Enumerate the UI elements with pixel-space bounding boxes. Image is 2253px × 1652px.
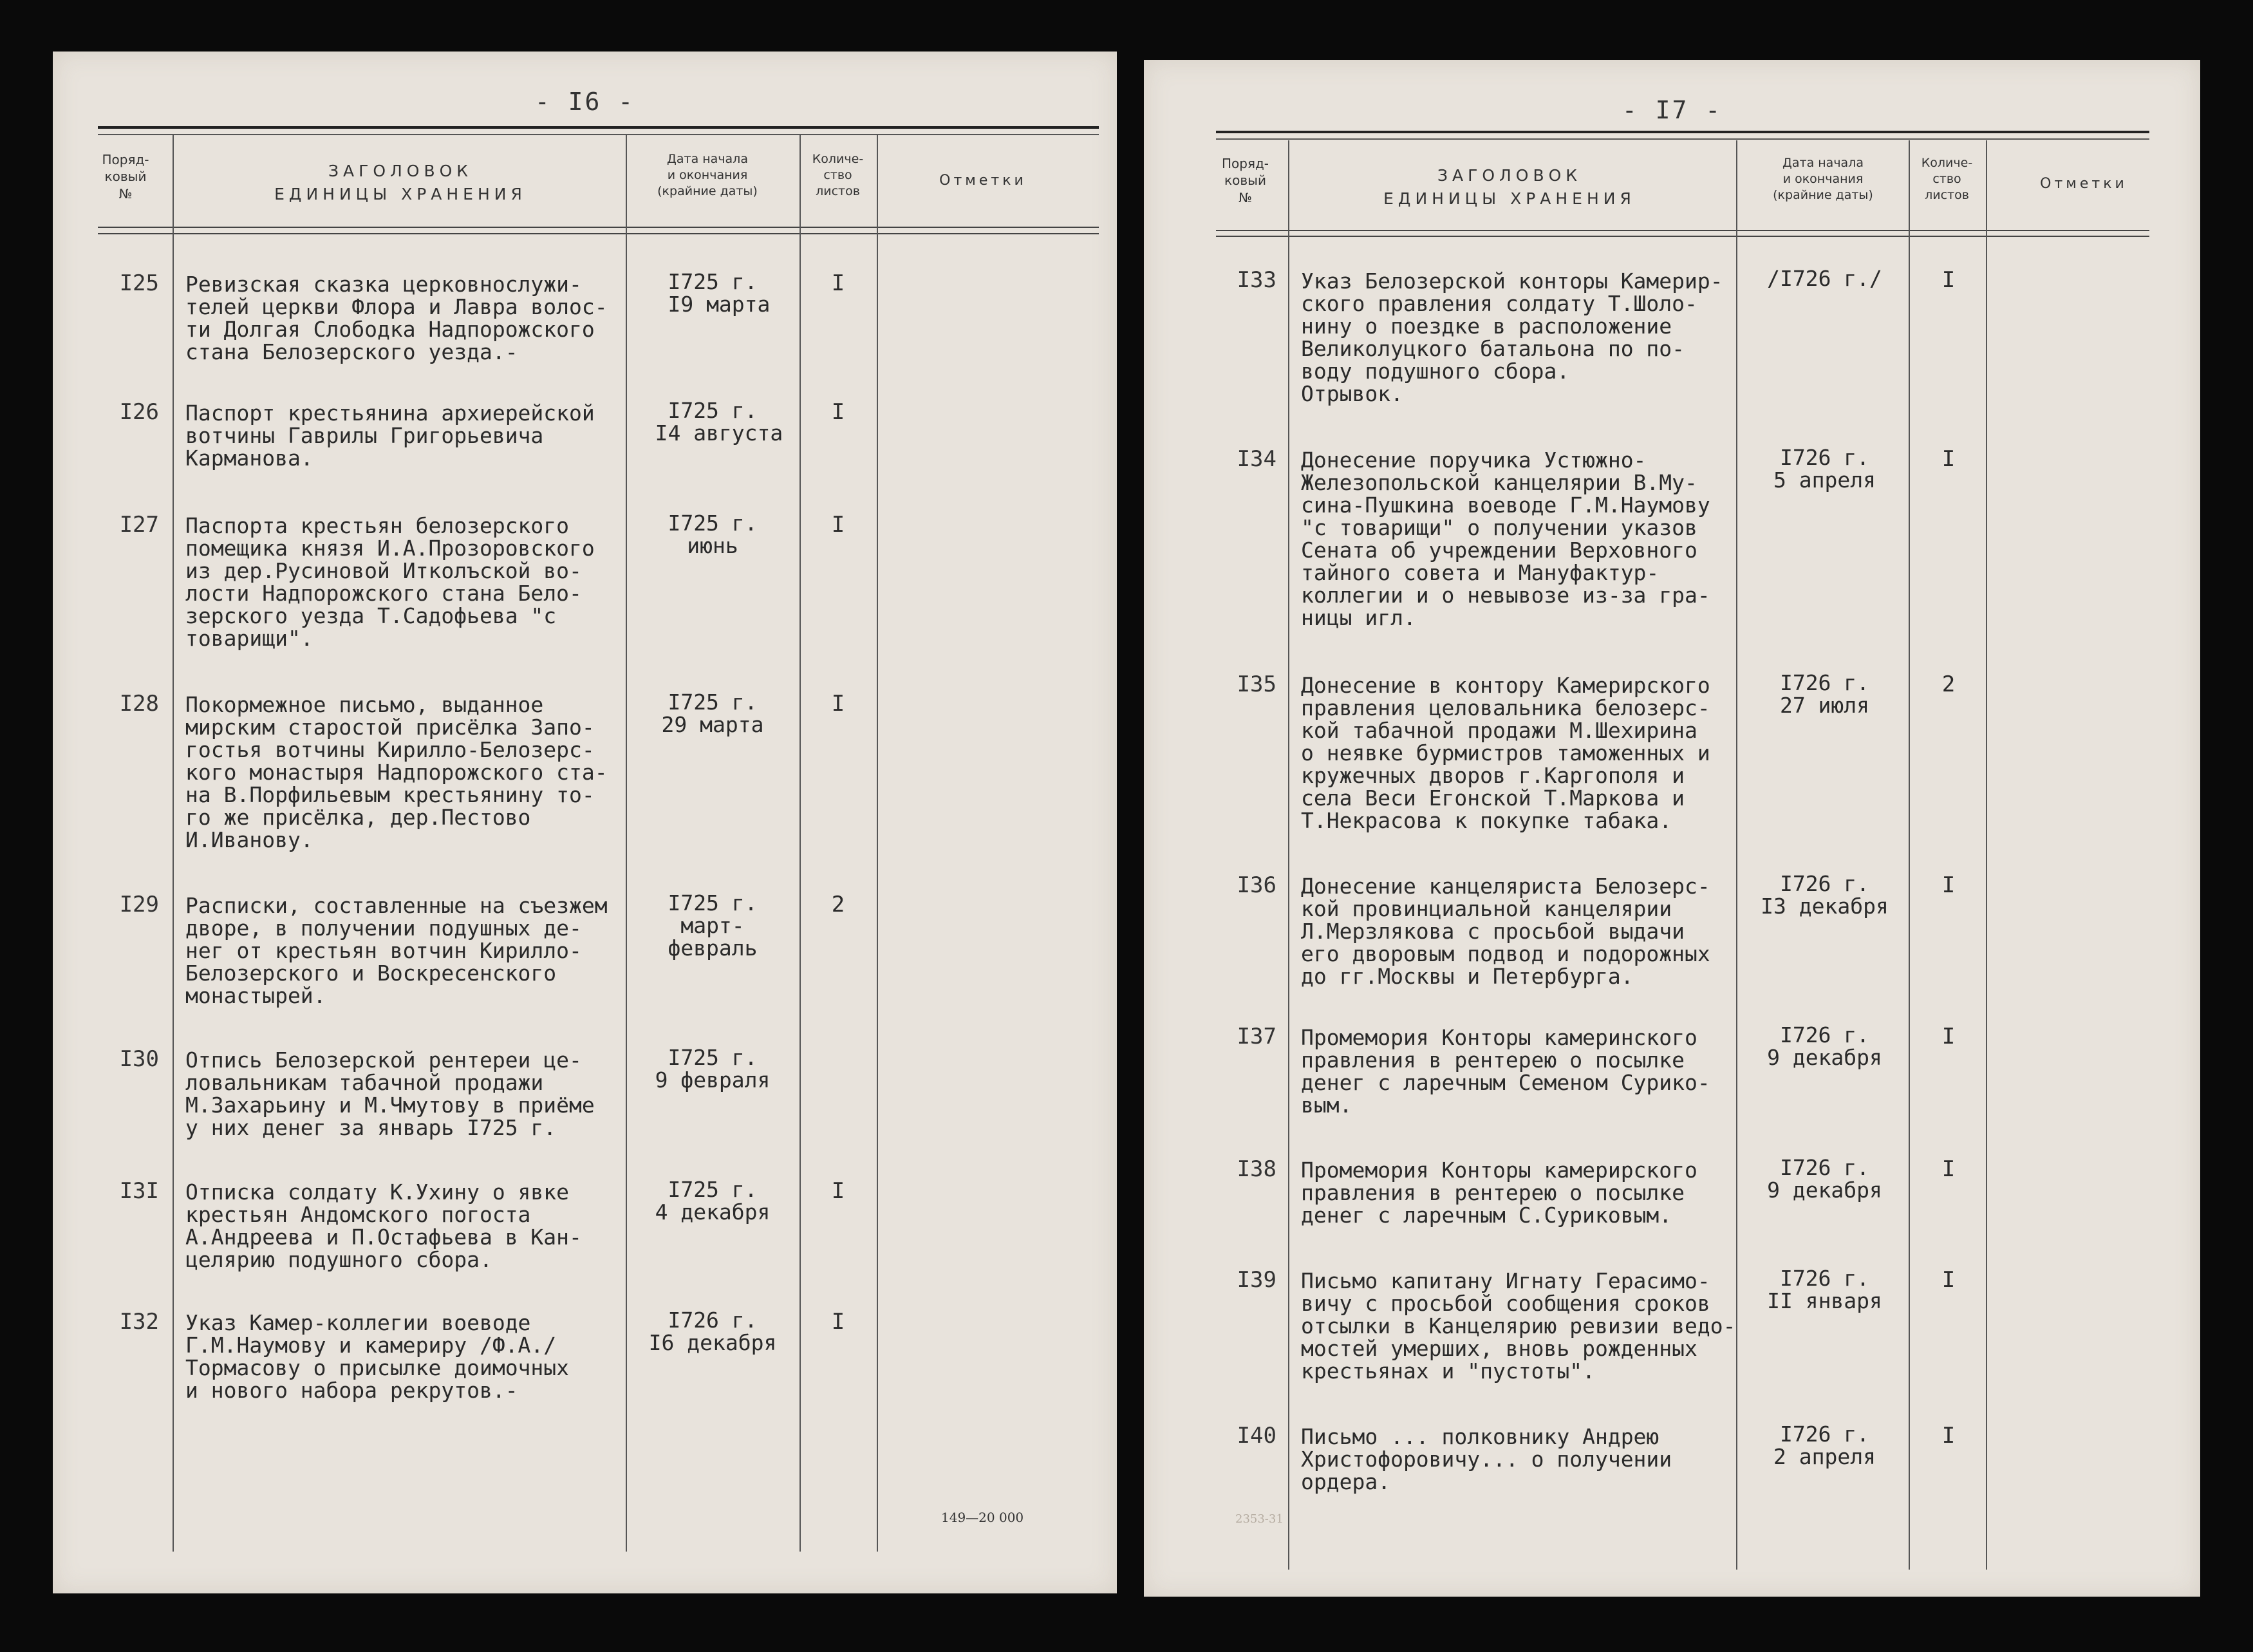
page-number-left: - I6 -	[534, 88, 635, 116]
item-title: Паспорт крестьянина архиерейской вотчины Гаврилы Григорьевича Карманова.	[185, 400, 595, 471]
header-number: Поряд- ковый №	[102, 152, 149, 202]
item-count: 2	[1941, 671, 1956, 697]
item-date: I725 г. I4 августа	[655, 398, 783, 446]
header-count: Количе- ство листов	[812, 152, 864, 199]
page-number-right: - I7 -	[1622, 96, 1723, 124]
item-count: I	[831, 512, 845, 538]
header-rule	[1216, 230, 2149, 231]
item-title: Промемория Конторы камеринского правления в рентерею о посылке денег с ларечным Семеном Сурико- вым.	[1301, 1025, 1710, 1118]
top-rule	[98, 126, 1099, 129]
item-date: I725 г. июнь	[668, 511, 758, 558]
item-title: Ревизская сказка церковнослужи- телей церкви Флора и Лавра волос- ти Долгая Слободка Надпорожского стана Белозерского уезда.-	[185, 272, 608, 364]
item-number: I30	[119, 1046, 159, 1072]
item-date: /I726 г./	[1767, 266, 1882, 291]
item-number: I26	[119, 399, 159, 425]
item-count: 2	[831, 892, 845, 917]
header-title: ЗАГОЛОВОК ЕДИНИЦЫ ХРАНЕНИЯ	[274, 162, 527, 204]
column-divider	[173, 135, 174, 1552]
faint-print-code: 2353-31	[1235, 1512, 1284, 1526]
item-number: I38	[1237, 1156, 1276, 1182]
column-divider	[877, 135, 878, 1552]
item-date: I726 г. II января	[1767, 1266, 1882, 1313]
item-date: I726 г. 9 декабря	[1767, 1155, 1882, 1203]
item-count: I	[1941, 1267, 1956, 1293]
item-count: I	[831, 270, 845, 296]
header-rule	[98, 227, 1099, 228]
top-rule	[1216, 131, 2149, 133]
column-divider	[1288, 140, 1289, 1570]
header-dates: Дата начала и окончания (крайние даты)	[1773, 156, 1873, 203]
item-number: I28	[119, 691, 159, 717]
item-date: I725 г. 29 марта	[661, 690, 764, 737]
item-number: I35	[1237, 671, 1276, 697]
column-divider	[799, 135, 801, 1552]
item-title: Отпись Белозерской рентереи це- ловальникам табачной продажи М.Захарьину и М.Чмутову в приёме у них денег за январь I725 г.	[185, 1047, 595, 1140]
item-count: I	[1941, 446, 1956, 472]
item-title: Письмо капитану Игнату Герасимо- вичу с просьбой сообщения сроков отсылки в Канцелярию ревизии ведо- мостей умерших, вновь рожденных крестьянах и "пустоты".	[1301, 1268, 1736, 1384]
column-divider	[1986, 140, 1987, 1570]
item-number: I27	[119, 512, 159, 538]
item-count: I	[1941, 1024, 1956, 1049]
item-number: I39	[1237, 1267, 1276, 1293]
header-count: Количе- ство листов	[1921, 156, 1973, 203]
top-rule-thin	[98, 134, 1099, 135]
item-title: Донесение канцеляриста Белозерс- кой провинциальной канцелярии Л.Мерзлякова с просьбой выдачи его дворовым подвод и подорожных до гг.Москвы и Петербурга.	[1301, 874, 1710, 989]
item-date: I725 г. 4 декабря	[655, 1177, 771, 1225]
item-number: I33	[1237, 267, 1276, 293]
item-title: Промемория Конторы камерирского правления в рентерею о посылке денег с ларечным С.Суриковым.	[1301, 1158, 1697, 1228]
item-number: I40	[1237, 1423, 1276, 1449]
column-divider	[626, 135, 627, 1552]
item-number: I36	[1237, 872, 1276, 898]
header-title: ЗАГОЛОВОК ЕДИНИЦЫ ХРАНЕНИЯ	[1383, 166, 1636, 209]
left-page	[53, 52, 1117, 1593]
item-count: I	[831, 691, 845, 717]
item-date: I726 г. I6 декабря	[648, 1308, 777, 1355]
item-number: I32	[119, 1309, 159, 1335]
item-title: Письмо ... полковнику Андрею Христофоровичу... о получении ордера.	[1301, 1424, 1672, 1494]
item-title: Указ Камер-коллегии воеводе Г.М.Наумову и камериру /Ф.А./ Тормасову о присылке доимочных и нового набора рекрутов.-	[185, 1310, 570, 1403]
item-count: I	[831, 399, 845, 425]
item-title: Донесение поручика Устюжно- Железопольской канцелярии В.Му- сина-Пушкина воеводе Г.М.Наумову "с товарищи" о получении указов Сената об учреждении Верховного тайного совета и Мануфактур- коллегии и о невывозе из-за гра- ницы игл.	[1301, 447, 1710, 630]
header-dates: Дата начала и окончания (крайние даты)	[657, 152, 758, 199]
header-notes: Отметки	[939, 173, 1027, 189]
item-number: I3I	[119, 1178, 159, 1204]
item-date: I726 г. 9 декабря	[1767, 1022, 1882, 1070]
item-count: I	[831, 1178, 845, 1204]
item-date: I725 г. I9 марта	[668, 269, 771, 317]
item-date: I726 г. 2 апреля	[1773, 1422, 1876, 1469]
item-title: Покормежное письмо, выданное мирским старостой присёлка Запо- гостья вотчины Кирилло-Белозерс- кого монастыря Надпорожского ста- на В.Порфильевым крестьянину то- го же присёлка, дер.Пестово И.Иванову.	[185, 692, 608, 852]
item-title: Отписка солдату К.Ухину о явке крестьян Андомского погоста А.Андреева и П.Остафьева в Кан- целярию подушного сбора.	[185, 1179, 582, 1272]
item-date: I725 г. март- февраль	[668, 890, 758, 961]
item-date: I725 г. 9 февраля	[655, 1045, 771, 1093]
top-rule-thin	[1216, 138, 2149, 140]
item-count: I	[1941, 267, 1956, 293]
item-count: I	[1941, 1423, 1956, 1449]
column-divider	[1736, 140, 1737, 1570]
right-page	[1144, 60, 2200, 1597]
header-rule-2	[98, 233, 1099, 234]
item-date: I726 г. 5 апреля	[1773, 445, 1876, 493]
item-number: I25	[119, 270, 159, 296]
item-date: I726 г. 27 июля	[1779, 670, 1870, 718]
print-code: 149—20 000	[941, 1510, 1024, 1525]
header-number: Поряд- ковый №	[1221, 156, 1269, 205]
item-number: I34	[1237, 446, 1276, 472]
item-title: Паспорта крестьян белозерского помещика князя И.А.Прозоровского из дер.Русиновой Итколъской во- лости Надпорожского стана Бело- зерского уезда Т.Садофьева "с товарищи".	[185, 513, 595, 651]
item-number: I29	[119, 892, 159, 917]
item-count: I	[1941, 1156, 1956, 1182]
item-title: Донесение в контору Камерирского правления целовальника белозерс- кой табачной продажи М.Шехирина о неявке бурмистров таможенных и кружечных дворов г.Каргополя и села Веси Егонской Т.Маркова и Т.Некрасова к покупке табака.	[1301, 673, 1710, 833]
item-date: I726 г. I3 декабря	[1761, 871, 1889, 919]
column-divider	[1909, 140, 1910, 1570]
item-count: I	[831, 1309, 845, 1335]
header-rule-2	[1216, 236, 2149, 237]
item-title: Расписки, составленные на съезжем дворе, в получении подушных де- нег от крестьян вотчин Кирилло- Белозерского и Воскресенского монастырей.	[185, 893, 608, 1008]
item-title: Указ Белозерской конторы Камерир- ского правления солдату Т.Шоло- нину о поездке в расположение Великолуцкого батальона по по- воду подушного сбора. Отрывок.	[1301, 268, 1723, 406]
item-number: I37	[1237, 1024, 1276, 1049]
header-notes: Отметки	[2040, 176, 2127, 192]
item-count: I	[1941, 872, 1956, 898]
